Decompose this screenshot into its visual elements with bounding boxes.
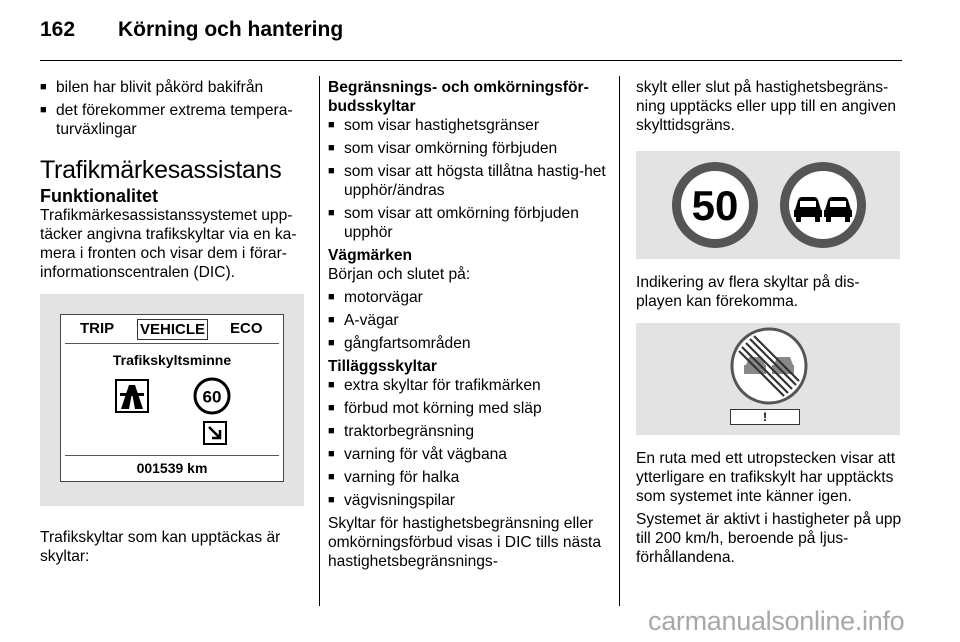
signs-figure (636, 151, 900, 259)
column-divider (319, 76, 320, 606)
list-item: ■ extra skyltar för trafikmärken (328, 376, 608, 395)
speed-limit-sign-icon (193, 377, 231, 415)
heading: Begränsnings- och omkörningsför-budsskyltar (328, 79, 589, 115)
list-item: ■ traktorbegränsning (328, 422, 608, 441)
paragraph: Indikering av flera skyltar på dis-playen kan förekomma. (636, 274, 860, 310)
paragraph: skylt eller slut på hastighetsbegräns-ning upptäcks eller upp till en angiven skylttidsgräns. (636, 79, 897, 134)
chapter-title: Körning och hantering (118, 18, 344, 41)
speed-limit-50-icon (670, 160, 760, 250)
intro-paragraph: Trafikmärkesassistanssystemet upp-täcker angivna trafikskyltar via en ka-mera i fronten och visar dem i förar-informationscentralen (DIC). (40, 207, 297, 281)
list-item: ■ motorvägar (328, 288, 608, 307)
list-item: ■ som visar att omkörning förbjuden upphör (328, 204, 608, 242)
list-item: ■ som visar omkörning förbjuden (328, 139, 608, 158)
paragraph: En ruta med ett utropstecken visar att ytterligare en trafikskylt har upptäckts som systemet inte känner igen. (636, 450, 896, 505)
dic-display (60, 314, 284, 482)
unknown-sign-box (730, 409, 800, 425)
speed-limit-value: 50 (691, 182, 739, 229)
speed-limit-value: 60 (202, 387, 222, 407)
paragraph: Skyltar för hastighetsbegränsning eller omkörningsförbud visas i DIC tills nästa hastighetsbegränsnings- (328, 515, 601, 570)
section-title: Trafikmärkesassistans (40, 156, 282, 184)
dic-title: Trafikskyltsminne (112, 352, 232, 368)
list-item: ■ förbud mot körning med släp (328, 399, 608, 418)
tab-eco: ECO (230, 320, 263, 337)
paragraph: Systemet är aktivt i hastigheter på upp till 200 km/h, beroende på ljus-förhållandena. (636, 511, 902, 566)
list-item: ■ som visar att högsta tillåtna hastig-het upphör/ändras (328, 162, 608, 200)
page-number: 162 (40, 18, 76, 41)
column-1 (40, 78, 304, 570)
list-item: ■ varning för halka (328, 468, 608, 487)
heading: Tilläggsskyltar (328, 358, 437, 375)
divider (65, 455, 279, 456)
subsection-title: Funktionalitet (40, 186, 158, 206)
heading: Vägmärken (328, 247, 413, 264)
odometer-value: 001539 km (136, 460, 208, 476)
header-rule (40, 60, 902, 61)
tab-vehicle: VEHICLE (137, 319, 208, 340)
list-item: ■ A-vägar (328, 311, 608, 330)
tab-trip: TRIP (80, 320, 115, 337)
list-item: ■ varning för våt vägbana (328, 445, 608, 464)
column-2 (328, 78, 608, 575)
exclamation-mark: ! (763, 410, 767, 424)
arrow-sign-icon (203, 421, 227, 445)
list-item: ■ vägvisningspilar (328, 491, 608, 510)
column-3 (636, 78, 904, 571)
no-overtaking-icon (778, 160, 868, 250)
list-item: ■ som visar hastighetsgränser (328, 116, 608, 135)
list-item: ■ gångfartsområden (328, 334, 608, 353)
paragraph: Början och slutet på: (328, 266, 471, 283)
caption: Trafikskyltar som kan upptäckas är skyltar: (40, 529, 281, 565)
dic-figure (40, 294, 304, 506)
list-item: ■ det förekommer extrema tempera-turväxlingar (40, 101, 304, 139)
end-restriction-figure (636, 323, 900, 435)
list-item: ■ bilen har blivit påkörd bakifrån (40, 78, 304, 97)
end-no-overtaking-icon (730, 327, 808, 405)
column-divider (619, 76, 620, 606)
watermark: carmanualsonline.info (648, 606, 905, 636)
divider (65, 343, 279, 344)
motorway-sign-icon (115, 379, 149, 413)
